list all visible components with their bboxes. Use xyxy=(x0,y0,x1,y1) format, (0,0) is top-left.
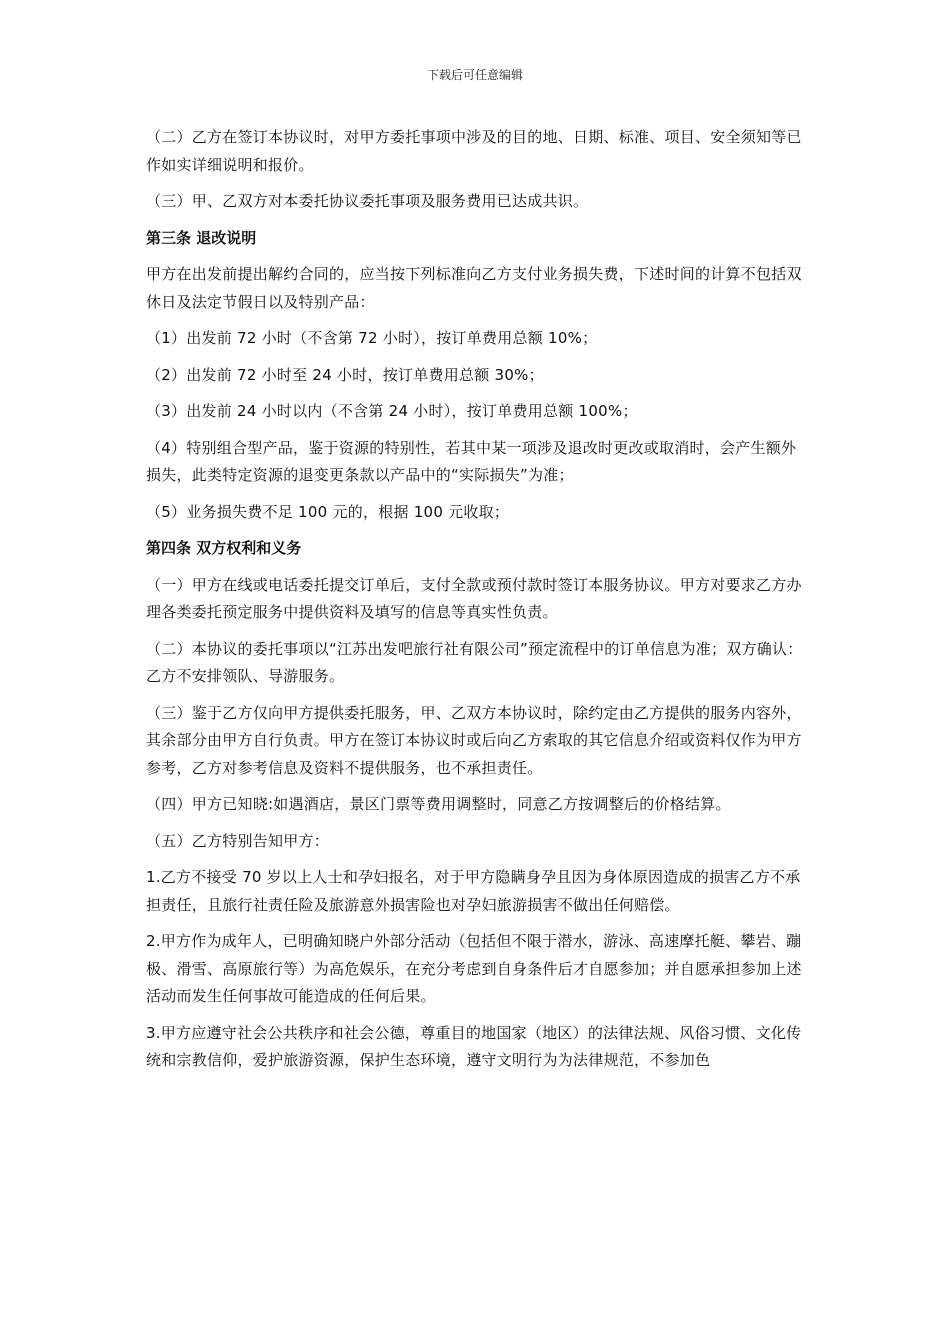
paragraph: （二）本协议的委托事项以“江苏出发吧旅行社有限公司”预定流程中的订单信息为准；双方确认：乙方不安排领队、导游服务。 xyxy=(146,639,803,685)
section-heading: 第三条 退改说明 xyxy=(146,228,257,247)
paragraph: （五）乙方特别告知甲方： xyxy=(146,831,330,850)
document-body xyxy=(146,124,806,1084)
paragraph: （二）乙方在签订本协议时，对甲方委托事项中涉及的目的地、日期、标准、项目、安全须知等已作如实详细说明和报价。 xyxy=(146,128,802,174)
paragraph: （四）甲方已知晓:如遇酒店，景区门票等费用调整时，同意乙方按调整后的价格结算。 xyxy=(146,795,731,813)
section-heading: 第四条 双方权利和义务 xyxy=(146,539,302,557)
paragraph: （三）甲、乙双方对本委托协议委托事项及服务费用已达成共识。 xyxy=(146,192,589,210)
list-item: 3.甲方应遵守社会公共秩序和社会公德，尊重目的地国家（地区）的法律法规、风俗习惯、文化传统和宗教信仰，爱护旅游资源，保护生态环境，遵守文明行为为法律规范，不参加色 xyxy=(146,1023,802,1069)
page-header: 下载后可任意编辑 xyxy=(426,68,523,82)
paragraph: 甲方在出发前提出解约合同的，应当按下列标准向乙方支付业务损失费，下述时间的计算不包括双休日及法定节假日以及特别产品： xyxy=(146,265,802,311)
list-item: 1.乙方不接受 70 岁以上人士和孕妇报名，对于甲方隐瞒身孕且因为身体原因造成的损害乙方不承担责任，且旅行社责任险及旅游意外损害险也对孕妇旅游损害不做出任何赔偿。 xyxy=(146,868,801,914)
list-item: （1）出发前 72 小时（不含第 72 小时），按订单费用总额 10%； xyxy=(146,329,598,347)
list-item: （2）出发前 72 小时至 24 小时，按订单费用总额 30%； xyxy=(146,365,544,384)
list-item: （5）业务损失费不足 100 元的，根据 100 元收取； xyxy=(146,502,510,521)
list-item: 2.甲方作为成年人，已明确知晓户外部分活动（包括但不限于潜水，游泳、高速摩托艇、攀岩、蹦极、滑雪、高原旅行等）为高危娱乐，在充分考虑到自身条件后才自愿参加；并自愿承担参加上述活动而发生任何事故可能造成的任何后果。 xyxy=(146,932,802,1005)
list-item: （4）特别组合型产品，鉴于资源的特别性，若其中某一项涉及退改时更改或取消时，会产生额外损失，此类特定资源的退变更条款以产品中的“实际损失”为准； xyxy=(146,438,797,484)
paragraph: （三）鉴于乙方仅向甲方提供委托服务，甲、乙双方本协议时，除约定由乙方提供的服务内容外，其余部分由甲方自行负责。甲方在签订本协议时或后向乙方索取的其它信息介绍或资料仅作为甲方参考，乙方对参考信息及资料不提供服务，也不承担责任。 xyxy=(146,703,802,777)
list-item: （3）出发前 24 小时以内（不含第 24 小时），按订单费用总额 100%； xyxy=(146,402,638,420)
paragraph: （一）甲方在线或电话委托提交订单后，支付全款或预付款时签订本服务协议。甲方对要求乙方办理各类委托预定服务中提供资料及填写的信息等真实性负责。 xyxy=(146,575,802,621)
